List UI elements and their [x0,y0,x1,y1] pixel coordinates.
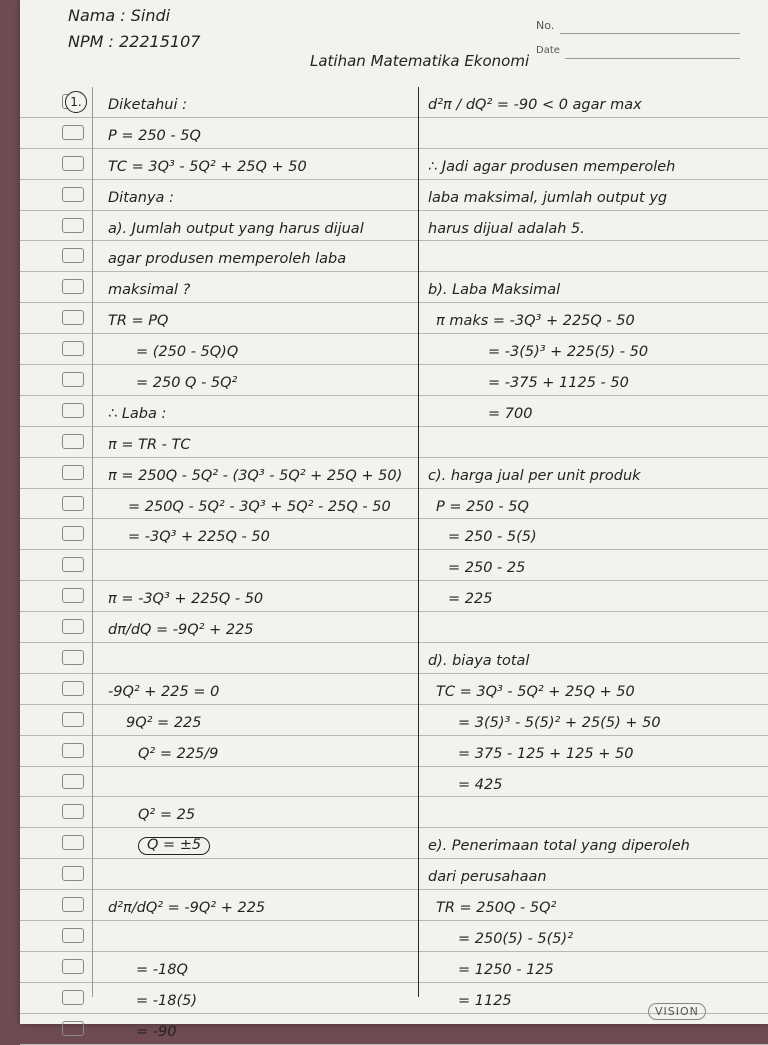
left-column-cell [100,612,418,642]
notebook-line [20,828,768,859]
notebook-line [20,396,768,427]
notebook-line [20,241,768,272]
right-line-text: = 425 [458,776,503,793]
line-checkbox [62,434,84,449]
left-column-cell [100,550,418,580]
right-line-text: ∴ Jadi agar produsen memperoleh [428,158,676,175]
right-column-cell [422,581,752,611]
line-checkbox [62,403,84,418]
line-checkbox [62,279,84,294]
left-column-cell [100,736,418,766]
notebook-line [20,458,768,489]
right-line-text: TR = 250Q - 5Q² [436,900,557,917]
left-line-text: a). Jumlah output yang harus dijual [108,220,364,237]
student-npm: NPM : 22215107 [68,32,201,51]
notebook-line [20,643,768,674]
line-checkbox [62,650,84,665]
left-line-text: = -18(5) [136,992,197,1009]
line-checkbox [62,712,84,727]
line-checkbox [62,1021,84,1036]
right-column-cell [422,427,752,457]
notebook-line [20,674,768,705]
left-column-cell [100,180,418,210]
line-checkbox [62,372,84,387]
left-line-text: maksimal ? [108,282,191,299]
left-line-text: Q² = 225/9 [138,745,219,762]
right-column-cell [422,365,752,395]
page-title: Latihan Matematika Ekonomi [310,52,530,70]
right-column-cell [422,334,752,364]
right-column-cell [422,859,752,889]
left-column-cell [100,921,418,951]
left-line-text: P = 250 - 5Q [108,127,201,144]
left-line-text: π = TR - TC [108,436,191,453]
left-column-cell [100,427,418,457]
right-column-cell [422,643,752,673]
left-column-cell [100,581,418,611]
notebook-line [20,118,768,149]
notebook-line [20,921,768,952]
left-column-cell [100,705,418,735]
no-label: No. [536,19,555,32]
line-checkbox [62,465,84,480]
left-column-cell [100,241,418,271]
date-label: Date [536,45,560,56]
notebook-line [20,211,768,242]
notebook-line [20,519,768,550]
notebook-line [20,87,768,118]
left-column-cell [100,489,418,519]
notebook-line [20,272,768,303]
right-column-cell [422,736,752,766]
notebook-line [20,859,768,890]
right-line-text: P = 250 - 5Q [436,498,529,515]
left-line-text: π = 250Q - 5Q² - (3Q³ - 5Q² + 25Q + 50) [108,467,403,484]
notebook-line [20,180,768,211]
line-checkbox [62,341,84,356]
right-column-cell [422,797,752,827]
line-checkbox [62,187,84,202]
right-column-cell [422,890,752,920]
left-line-text: TC = 3Q³ - 5Q² + 25Q + 50 [108,158,307,175]
notebook-line [20,365,768,396]
left-line-text: = 250 Q - 5Q² [136,374,238,391]
notebook-line [20,612,768,643]
right-column-cell [422,396,752,426]
line-checkbox [62,496,84,511]
line-checkbox [62,526,84,541]
left-column-cell [100,118,418,148]
left-line-text: = -90 [136,1023,177,1040]
right-column-cell [422,241,752,271]
right-line-text: = 700 [488,405,533,422]
line-checkbox [62,928,84,943]
line-checkbox [62,681,84,696]
date-rule [565,58,740,59]
line-checkbox [62,835,84,850]
line-checkbox [62,557,84,572]
right-column-cell [422,921,752,951]
left-column-cell [100,87,418,117]
right-column-cell [422,550,752,580]
line-checkbox [62,619,84,634]
right-line-text: = 225 [448,591,493,608]
left-line-text: dπ/dQ = -9Q² + 225 [108,622,254,639]
right-line-text: = -3(5)³ + 225(5) - 50 [488,344,649,361]
right-column-cell [422,489,752,519]
right-line-text: = 250(5) - 5(5)² [458,931,574,947]
notebook-line [20,581,768,612]
right-column-cell [422,180,752,210]
right-column-cell [422,674,752,704]
right-line-text: TC = 3Q³ - 5Q² + 25Q + 50 [436,683,635,700]
left-column-cell [100,1014,418,1044]
left-column-cell [100,149,418,179]
right-column-cell [422,952,752,982]
right-column-cell [422,767,752,797]
left-column-cell [100,859,418,889]
left-column-cell [100,396,418,426]
left-line-text: Q = ±5 [138,837,210,855]
right-line-text: laba maksimal, jumlah output yg [428,189,668,206]
notebook-line [20,705,768,736]
right-column-cell [422,149,752,179]
right-line-text: = 375 - 125 + 125 + 50 [458,745,634,762]
right-line-text: = 250 - 5(5) [448,529,537,546]
left-column-cell [100,303,418,333]
notebook-line [20,550,768,581]
right-line-text: dari perusahaan [428,869,547,886]
notebook-line [20,767,768,798]
left-column-cell [100,828,418,858]
left-column-cell [100,983,418,1013]
left-line-text: d²π/dQ² = -9Q² + 225 [108,900,266,917]
right-line-text: d). biaya total [428,652,530,669]
right-line-text: = 1250 - 125 [458,961,554,978]
left-column-cell [100,365,418,395]
margin-line [92,87,93,997]
line-checkbox [62,248,84,263]
right-line-text: = -375 + 1125 - 50 [488,374,629,391]
left-column-cell [100,458,418,488]
problem-number: 1. [65,91,87,113]
left-column-cell [100,211,418,241]
right-line-text: = 250 - 25 [448,560,526,577]
left-column-cell [100,767,418,797]
right-column-cell [422,211,752,241]
left-column-cell [100,674,418,704]
left-column-cell [100,952,418,982]
left-line-text: = 250Q - 5Q² - 3Q³ + 5Q² - 25Q - 50 [128,498,391,515]
line-checkbox [62,125,84,140]
brand-logo: VISION [648,1003,706,1020]
left-column-cell [100,890,418,920]
right-line-text: = 3(5)³ - 5(5)² + 25(5) + 50 [458,714,661,731]
notebook-line [20,303,768,334]
line-checkbox [62,743,84,758]
line-checkbox [62,774,84,789]
right-line-text: π maks = -3Q³ + 225Q - 50 [436,313,635,330]
right-column-cell [422,458,752,488]
line-checkbox [62,959,84,974]
left-line-text: ∴ Laba : [108,405,167,422]
right-column-cell [422,118,752,148]
left-line-text: = -3Q³ + 225Q - 50 [128,529,270,546]
left-column-cell [100,643,418,673]
right-line-text: c). harga jual per unit produk [428,467,641,484]
line-checkbox [62,218,84,233]
left-line-text: = (250 - 5Q)Q [136,344,239,361]
line-checkbox [62,156,84,171]
left-column-cell [100,334,418,364]
line-checkbox [62,804,84,819]
left-line-text: Q² = 25 [138,807,196,824]
left-line-text: Diketahui : [108,96,187,113]
notebook-line [20,427,768,458]
line-checkbox [62,990,84,1005]
ruled-lines [20,87,768,1045]
left-line-text: -9Q² + 225 = 0 [108,683,220,700]
notebook-line [20,334,768,365]
line-checkbox [62,588,84,603]
left-column-cell [100,272,418,302]
right-line-text: b). Laba Maksimal [428,282,561,299]
line-checkbox [62,866,84,881]
notebook-line [20,149,768,180]
notebook-line [20,489,768,520]
line-checkbox [62,310,84,325]
line-checkbox [62,897,84,912]
notebook-line [20,952,768,983]
right-column-cell [422,519,752,549]
left-line-text: = -18Q [136,961,188,978]
right-line-text: d²π / dQ² = -90 < 0 agar max [428,96,642,113]
right-line-text: e). Penerimaan total yang diperoleh [428,838,690,855]
notebook-page [20,0,768,1040]
left-line-text: Ditanya : [108,189,174,206]
student-name: Nama : Sindi [68,6,171,25]
right-column-cell [422,87,752,117]
right-column-cell [422,705,752,735]
notebook-line [20,797,768,828]
left-line-text: TR = PQ [108,313,169,330]
notebook-line [20,890,768,921]
notebook-line [20,736,768,767]
left-column-cell [100,519,418,549]
left-column-cell [100,797,418,827]
right-line-text: = 1125 [458,992,512,1009]
right-line-text: harus dijual adalah 5. [428,220,585,237]
right-column-cell [422,303,752,333]
no-rule [560,33,740,34]
column-divider [418,87,419,997]
left-line-text: agar produsen memperoleh laba [108,251,347,268]
right-column-cell [422,612,752,642]
left-line-text: π = -3Q³ + 225Q - 50 [108,591,264,608]
right-column-cell [422,272,752,302]
right-column-cell [422,828,752,858]
left-line-text: 9Q² = 225 [126,714,202,731]
